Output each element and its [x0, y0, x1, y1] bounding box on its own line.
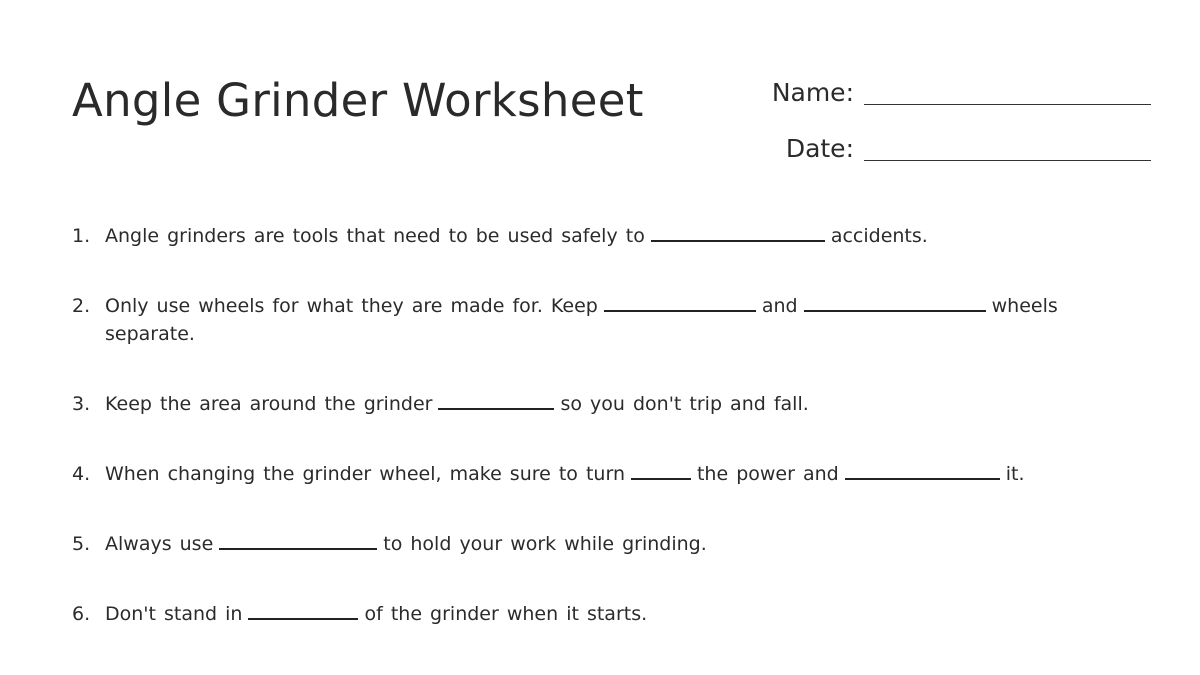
- question-list: [72, 222, 1132, 628]
- question-number: 4.: [72, 463, 91, 485]
- question-number: 3.: [72, 393, 91, 415]
- question-text: [105, 390, 1132, 418]
- answer-blank[interactable]: [631, 460, 691, 480]
- answer-blank[interactable]: [248, 600, 358, 620]
- name-field[interactable]: [744, 80, 1151, 105]
- question-text-part: Don't stand in: [105, 603, 243, 625]
- question-number: 1.: [72, 225, 91, 247]
- question-text-part: wheels separate.: [105, 295, 1058, 345]
- question-text-part: Only use wheels for what they are made for. Keep: [105, 295, 598, 317]
- question-text-part: and: [761, 295, 798, 317]
- answer-blank[interactable]: [219, 530, 377, 550]
- question-number: 5.: [72, 533, 91, 555]
- answer-blank[interactable]: [804, 292, 986, 312]
- question-text: [105, 530, 1132, 558]
- question-6: [72, 600, 1132, 628]
- name-label: Name:: [771, 78, 854, 107]
- question-2: [72, 292, 1132, 348]
- answer-blank[interactable]: [651, 222, 825, 242]
- question-text-part: When changing the grinder wheel, make sure to turn: [105, 463, 625, 485]
- answer-blank[interactable]: [438, 390, 554, 410]
- date-label: Date:: [785, 134, 854, 163]
- question-text-part: accidents.: [830, 225, 928, 247]
- question-text: [105, 222, 1132, 250]
- question-text-part: of the grinder when it starts.: [364, 603, 648, 625]
- answer-blank[interactable]: [845, 460, 1000, 480]
- question-1: [72, 222, 1132, 250]
- question-text-part: Keep the area around the grinder: [105, 393, 433, 415]
- question-5: [72, 530, 1132, 558]
- name-blank-line[interactable]: [864, 80, 1151, 105]
- date-blank-line[interactable]: [864, 136, 1151, 161]
- worksheet-title: Angle Grinder Worksheet: [72, 74, 644, 127]
- question-number: 6.: [72, 603, 91, 625]
- question-text-part: the power and: [696, 463, 839, 485]
- date-field[interactable]: [744, 136, 1151, 161]
- question-number: 2.: [72, 295, 91, 317]
- question-4: [72, 460, 1132, 488]
- question-text-part: to hold your work while grinding.: [383, 533, 707, 555]
- question-text: [105, 460, 1132, 488]
- question-text-part: Always use: [105, 533, 214, 555]
- question-text: [105, 292, 1132, 348]
- answer-blank[interactable]: [604, 292, 756, 312]
- question-3: [72, 390, 1132, 418]
- question-text-part: Angle grinders are tools that need to be used safely to: [105, 225, 645, 247]
- question-text-part: it.: [1005, 463, 1025, 485]
- question-text-part: so you don't trip and fall.: [560, 393, 809, 415]
- question-text: [105, 600, 1132, 628]
